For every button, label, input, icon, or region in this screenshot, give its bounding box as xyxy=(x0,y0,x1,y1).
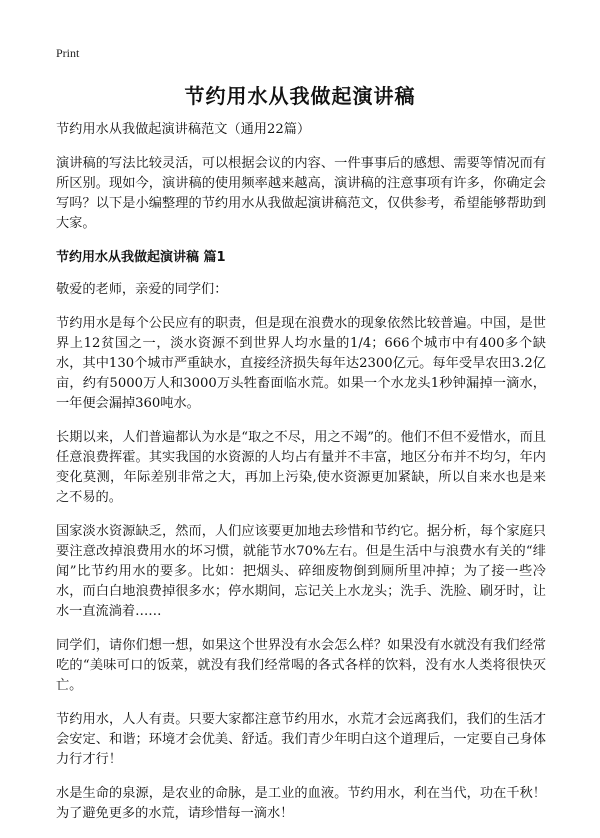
print-link[interactable]: Print xyxy=(56,46,80,60)
body-paragraph: 国家淡水资源缺乏，然而，人们应该要更加地去珍惜和节约它。据分析，每个家庭只要注意改掉浪费用水的坏习惯，就能节水70%左右。但是生活中与浪费水有关的“绯闻”比节约用水的要多。比如：把烟头、碎细废物倒到厕所里冲掉；为了接一些冷水，而白白地浪费掉很多水；停水期间，忘记关上水龙头；洗手、洗脸、刷牙时，让水一直流淌着…… xyxy=(56,524,546,619)
document-body xyxy=(56,120,546,838)
intro-paragraph: 演讲稿的写法比较灵活，可以根据会议的内容、一件事事后的感想、需要等情况而有所区别。现如今，演讲稿的使用频率越来越高，演讲稿的注意事项有许多，你确定会写吗？以下是小编整理的节约用水从我做起演讲稿范文，仅供参考，希望能够帮助到大家。 xyxy=(56,156,546,231)
section-heading: 节约用水从我做起演讲稿 篇1 xyxy=(56,250,226,265)
body-paragraph: 同学们，请你们想一想，如果这个世界没有水会怎么样？如果没有水就没有我们经常吃的“美味可口的饭菜，就没有我们经常喝的各式各样的饮料，没有水人类将很快灭亡。 xyxy=(56,638,546,693)
document-title: 节约用水从我做起演讲稿 xyxy=(184,84,416,108)
body-paragraph: 长期以来，人们普遍都认为水是“取之不尽，用之不竭”的。他们不但不爱惜水，而且任意浪费挥霍。其实我国的水资源的人均占有量并不丰富，地区分布并不均匀，年内变化莫测，年际差别非常之大，再加上污染,使水资源更加紧缺，所以自来水也是来之不易的。 xyxy=(56,430,546,505)
document-subtitle: 节约用水从我做起演讲稿范文（通用22篇） xyxy=(56,122,311,137)
body-paragraph: 水是生命的泉源，是农业的命脉，是工业的血液。节约用水，利在当代，功在千秋！为了避免更多的水荒，请珍惜每一滴水！ xyxy=(56,786,546,821)
body-paragraph: 节约用水，人人有责。只要大家都注意节约用水，水荒才会远离我们，我们的生活才会安定、和谐；环境才会优美、舒适。我们青少年明白这个道理后，一定要自己身体力行才行！ xyxy=(56,712,546,767)
greeting: 敬爱的老师，亲爱的同学们： xyxy=(56,282,228,297)
body-paragraph: 节约用水是每个公民应有的职责，但是现在浪费水的现象依然比较普遍。中国，是世界上12贫国之一，淡水资源不到世界人均水量的1/4；666个城市中有400多个缺水，其中130个城市严重缺水，直接经济损失每年达2300亿元。每年受旱农田3.2亿亩，约有5000万人和3000万头牲畜面临水荒。如果一个水龙头1秒钟漏掉一滴水，一年便会漏掉360吨水。 xyxy=(56,316,546,411)
